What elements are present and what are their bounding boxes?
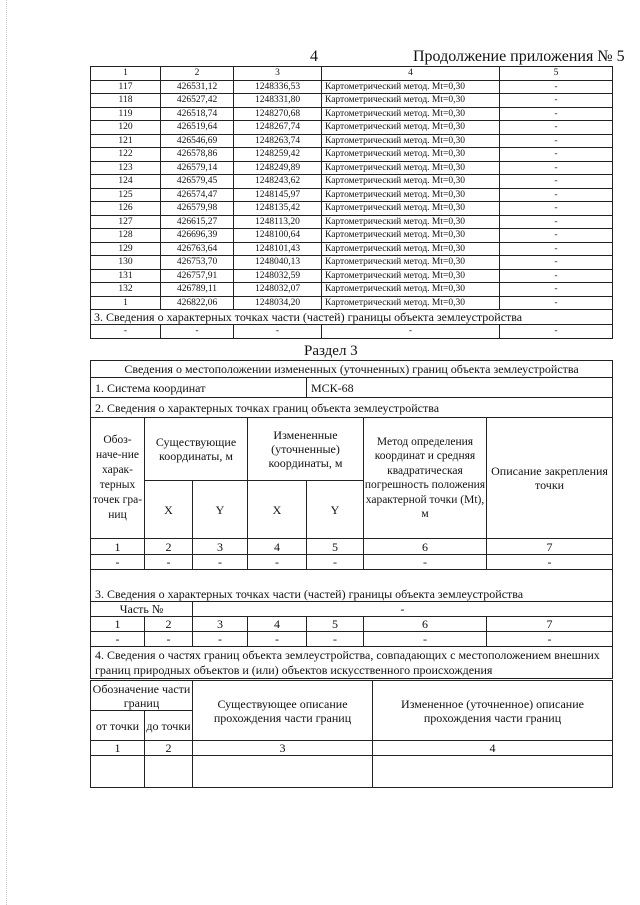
header-cell: 4 [322,67,500,81]
description-cell: - [500,80,613,94]
point-id-cell: 121 [91,134,161,148]
description-cell: - [500,121,613,135]
number-cell: 4 [248,617,307,632]
y-header: Y [307,481,364,539]
dash-cell: - [364,555,487,570]
dash-cell: - [500,325,613,339]
method-cell: Картометрический метод. Mt=0,30 [322,229,500,243]
number-row [91,617,613,632]
x-coordinate-cell: 426763,64 [161,242,234,256]
point-id-cell: 128 [91,229,161,243]
section-title: Раздел 3 [304,343,358,359]
y-coordinate-cell: 1248032,59 [234,269,322,283]
y-coordinate-cell: 1248032,07 [234,283,322,297]
method-cell: Картометрический метод. Mt=0,30 [322,269,500,283]
x-coordinate-cell: 426753,70 [161,256,234,270]
number-cell: 4 [373,741,613,756]
dash-cell: - [248,555,307,570]
x-coordinate-cell: 426519,64 [161,121,234,135]
number-cell: 6 [364,617,487,632]
number-row [91,741,613,756]
header-cell: 3 [234,67,322,81]
table-row [91,398,613,418]
part-boundary-header: Обозначение части границ [91,681,193,711]
part-value: - [193,602,613,617]
point-id-cell: 131 [91,269,161,283]
table-row [91,242,613,256]
method-cell: Картометрический метод. Mt=0,30 [322,202,500,216]
section3-table [90,360,613,679]
number-row [91,539,613,555]
dash-row [91,325,613,339]
dash-cell: - [91,555,145,570]
dash-cell: - [91,632,145,647]
header-cell: 1 [91,67,161,81]
description-cell: - [500,256,613,270]
method-header: Метод определения координат и средняя квадратическая погрешность положения характерной точки (Mt), м [364,418,487,539]
x-coordinate-cell: 426696,39 [161,229,234,243]
point-id-cell: 118 [91,94,161,108]
empty-cell [373,756,613,788]
description-cell: - [500,107,613,121]
dash-cell: - [248,632,307,647]
dash-cell: - [307,632,364,647]
number-cell: 2 [145,539,193,555]
table-row [91,215,613,229]
y-coordinate-cell: 1248100,64 [234,229,322,243]
section4-table [90,680,613,788]
method-cell: Картометрический метод. Mt=0,30 [322,296,500,310]
y-coordinate-cell: 1248249,89 [234,161,322,175]
y-coordinate-cell: 1248270,68 [234,107,322,121]
y-coordinate-cell: 1248135,42 [234,202,322,216]
method-cell: Картометрический метод. Mt=0,30 [322,256,500,270]
number-cell: 2 [145,617,193,632]
designation-header: Обоз-наче-ние харак-терных точек гра-ниц [91,418,145,539]
table-row [91,188,613,202]
empty-cell [145,756,193,788]
empty-cell [193,756,373,788]
description-cell: - [500,188,613,202]
point-id-cell: 130 [91,256,161,270]
method-cell: Картометрический метод. Mt=0,30 [322,107,500,121]
description-cell: - [500,134,613,148]
table-row [91,602,613,617]
page-number: 4 [310,48,318,65]
x-coordinate-cell: 426757,91 [161,269,234,283]
table-row [91,175,613,189]
table-row [91,121,613,135]
dash-cell: - [91,325,161,339]
y-coordinate-cell: 1248336,53 [234,80,322,94]
dash-cell: - [145,555,193,570]
point-id-cell: 122 [91,148,161,162]
y-coordinate-cell: 1248113,20 [234,215,322,229]
existing-coords-header: Существующие координаты, м [145,418,248,481]
description-cell: - [500,202,613,216]
header-cell: 2 [161,67,234,81]
y-coordinate-cell: 1248263,74 [234,134,322,148]
x-coordinate-cell: 426527,42 [161,94,234,108]
table-row [91,148,613,162]
table-row [91,647,613,679]
method-cell: Картометрический метод. Mt=0,30 [322,283,500,297]
continuation-label: Продолжение приложения № 5 [413,48,625,65]
dash-row [91,632,613,647]
table-header-row [91,67,613,81]
number-cell: 3 [193,741,373,756]
dash-cell: - [487,555,613,570]
x-coordinate-cell: 426789,11 [161,283,234,297]
x-coordinate-cell: 426579,98 [161,202,234,216]
method-cell: Картометрический метод. Mt=0,30 [322,80,500,94]
method-cell: Картометрический метод. Mt=0,30 [322,94,500,108]
table-row [91,94,613,108]
x-coordinate-cell: 426518,74 [161,107,234,121]
description-cell: - [500,175,613,189]
method-cell: Картометрический метод. Mt=0,30 [322,188,500,202]
x-coordinate-cell: 426579,45 [161,175,234,189]
dash-cell: - [487,632,613,647]
description-cell: - [500,269,613,283]
table-row [91,296,613,310]
number-cell: 5 [307,617,364,632]
table-row [91,134,613,148]
method-cell: Картометрический метод. Mt=0,30 [322,134,500,148]
number-cell: 7 [487,539,613,555]
number-cell: 7 [487,617,613,632]
point-id-cell: 120 [91,121,161,135]
description-cell: - [500,148,613,162]
x-coordinate-cell: 426615,27 [161,215,234,229]
number-cell: 5 [307,539,364,555]
changed-description-header: Измененное (уточненное) описание прохождения части границ [373,681,613,741]
dash-cell: - [322,325,500,339]
from-point-header: от точки [91,711,145,741]
y-coordinate-cell: 1248145,97 [234,188,322,202]
r3-heading: Сведения о местоположении измененных (уточненных) границ объекта землеустройства [91,361,613,378]
description-header: Описание закрепления точки [487,418,613,539]
description-cell: - [500,283,613,297]
number-cell: 1 [91,539,145,555]
table-row [91,202,613,216]
method-cell: Картометрический метод. Mt=0,30 [322,121,500,135]
table-row [91,283,613,297]
y-coordinate-cell: 1248101,43 [234,242,322,256]
table-row [91,310,613,325]
y-coordinate-cell: 1248034,20 [234,296,322,310]
description-cell: - [500,215,613,229]
dash-cell: - [193,632,248,647]
dash-cell: - [307,555,364,570]
table-row [91,107,613,121]
section3-title: 3. Сведения о характерных точках части (частей) границы объекта землеустройства [91,570,613,602]
description-cell: - [500,296,613,310]
x-header: X [145,481,193,539]
dash-cell: - [364,632,487,647]
number-cell: 2 [145,741,193,756]
y-coordinate-cell: 1248243,62 [234,175,322,189]
empty-row [91,756,613,788]
point-id-cell: 119 [91,107,161,121]
to-point-header: до точки [145,711,193,741]
table-row [91,570,613,602]
table-row [91,418,613,481]
number-cell: 3 [193,617,248,632]
table-row [91,80,613,94]
number-cell: 6 [364,539,487,555]
point-id-cell: 132 [91,283,161,297]
y-header: Y [193,481,248,539]
x-coordinate-cell: 426574,47 [161,188,234,202]
dash-cell: - [193,555,248,570]
changed-coords-header: Измененные (уточненные) координаты, м [248,418,364,481]
point-id-cell: 123 [91,161,161,175]
existing-description-header: Существующее описание прохождения части границ [193,681,373,741]
number-cell: 4 [248,539,307,555]
x-header: X [248,481,307,539]
method-cell: Картометрический метод. Mt=0,30 [322,175,500,189]
coordinates-table-body [91,67,613,339]
header-cell: 5 [500,67,613,81]
dash-cell: - [161,325,234,339]
table-row [91,681,613,711]
y-coordinate-cell: 1248331,80 [234,94,322,108]
method-cell: Картометрический метод. Mt=0,30 [322,161,500,175]
description-cell: - [500,161,613,175]
description-cell: - [500,94,613,108]
dash-row [91,555,613,570]
x-coordinate-cell: 426822,06 [161,296,234,310]
x-coordinate-cell: 426546,69 [161,134,234,148]
number-cell: 1 [91,617,145,632]
method-cell: Картометрический метод. Mt=0,30 [322,242,500,256]
point-id-cell: 124 [91,175,161,189]
description-cell: - [500,242,613,256]
y-coordinate-cell: 1248040,13 [234,256,322,270]
table-row [91,361,613,378]
empty-cell [91,756,145,788]
point-id-cell: 129 [91,242,161,256]
number-cell: 1 [91,741,145,756]
coordinates-table [90,66,613,339]
point-id-cell: 1 [91,296,161,310]
method-cell: Картометрический метод. Mt=0,30 [322,148,500,162]
number-cell: 3 [193,539,248,555]
y-coordinate-cell: 1248259,42 [234,148,322,162]
table-row [91,378,613,398]
x-coordinate-cell: 426531,12 [161,80,234,94]
x-coordinate-cell: 426578,86 [161,148,234,162]
part-label: Часть № [91,602,193,617]
method-cell: Картометрический метод. Mt=0,30 [322,215,500,229]
table-row [91,229,613,243]
section3-title: 3. Сведения о характерных точках части (частей) границы объекта землеустройства [91,310,613,325]
x-coordinate-cell: 426579,14 [161,161,234,175]
table-row [91,161,613,175]
section2-title: 2. Сведения о характерных точках границ объекта землеустройства [91,398,613,418]
point-id-cell: 125 [91,188,161,202]
point-id-cell: 126 [91,202,161,216]
description-cell: - [500,229,613,243]
dash-cell: - [234,325,322,339]
table-row [91,269,613,283]
dash-cell: - [145,632,193,647]
page-fold-line [6,0,8,905]
point-id-cell: 127 [91,215,161,229]
coord-system-value: МСК-68 [307,378,613,398]
coord-system-label: 1. Система координат [91,378,307,398]
y-coordinate-cell: 1248267,74 [234,121,322,135]
section4-title: 4. Сведения о частях границ объекта землеустройства, совпадающих с местоположением внешних границ природных объектов и (или) объектов искусственного происхождения [91,647,613,679]
point-id-cell: 117 [91,80,161,94]
table-row [91,256,613,270]
